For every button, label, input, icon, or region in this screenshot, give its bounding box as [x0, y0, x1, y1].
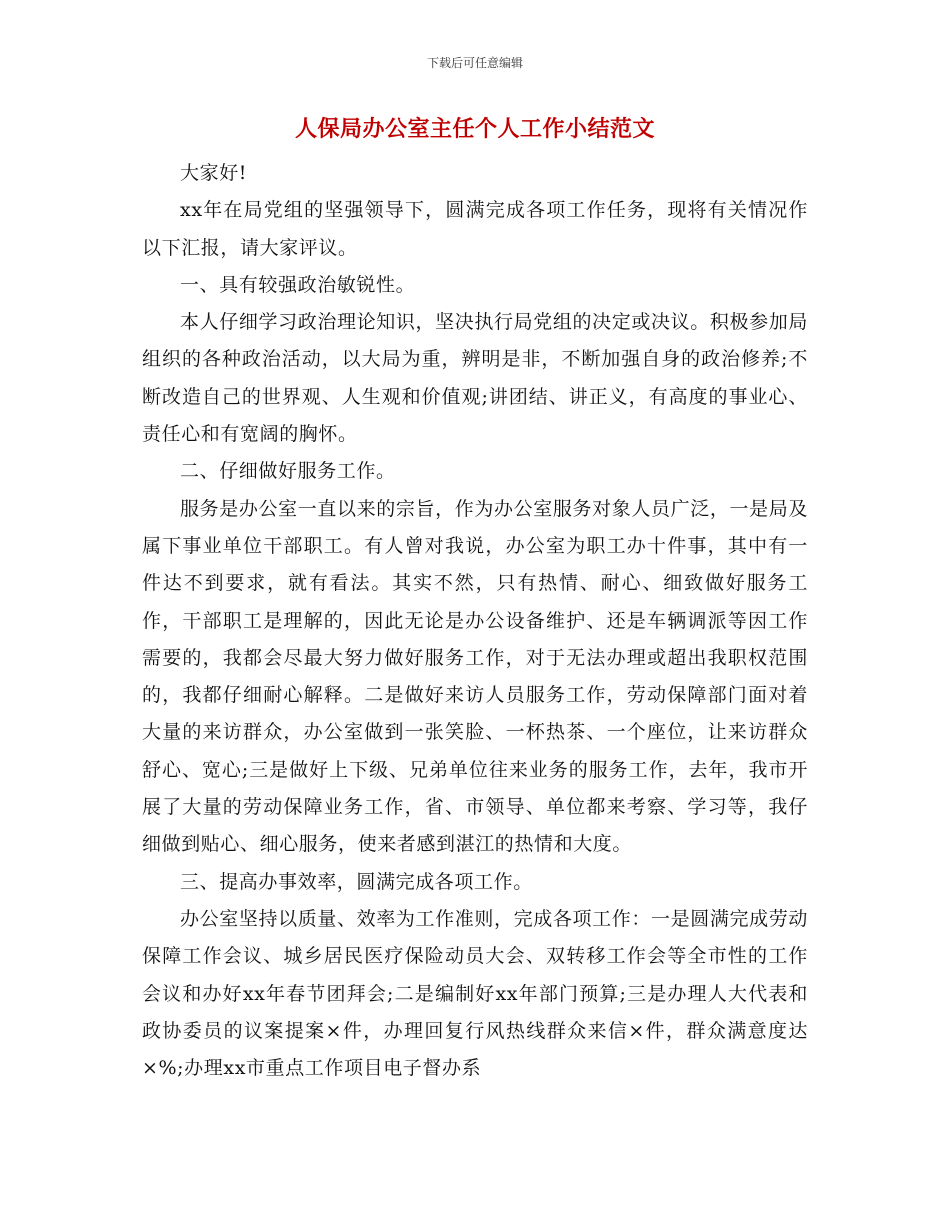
paragraph-greeting: 大家好!: [180, 162, 248, 184]
paragraph-efficiency: 办公室坚持以质量、效率为工作准则，完成各项工作：一是圆满完成劳动保障工作会议、城乡居民医疗保险动员大会、双转移工作会等全市性的工作会议和办好xx年春节团拜会;二是编制好xx年部门预算;三是办理人大代表和政协委员的议案提案×件，办理回复行风热线群众来信×件，群众满意度达×%;办理xx市重点工作项目电子督办系: [142, 907, 808, 1080]
paragraph-politics: 本人仔细学习政治理论知识，坚决执行局党组的决定或决议。积极参加局组织的各种政治活动，以大局为重，辨明是非，不断加强自身的政治修养;不断改造自己的世界观、人生观和价值观;讲团结、讲正义，有高度的事业心、责任心和有宽阔的胸怀。: [142, 311, 808, 446]
header-note: 下载后可任意编辑: [426, 56, 523, 70]
section-heading-2: 二、仔细做好服务工作。: [180, 460, 396, 483]
paragraph-intro: xx年在局党组的坚强领导下，圆满完成各项工作任务，现将有关情况作以下汇报，请大家评议。: [142, 199, 808, 259]
document-body: [142, 155, 808, 1087]
section-heading-3: 三、提高办事效率，圆满完成各项工作。: [180, 870, 533, 893]
document-title: 人保局办公室主任个人工作小结范文: [294, 116, 655, 142]
paragraph-service: 服务是办公室一直以来的宗旨，作为办公室服务对象人员广泛，一是局及属下事业单位干部职工。有人曾对我说，办公室为职工办十件事，其中有一件达不到要求，就有看法。其实不然，只有热情、耐心、细致做好服务工作，干部职工是理解的，因此无论是办公设备维护、还是车辆调派等因工作需要的，我都会尽最大努力做好服务工作，对于无法办理或超出我职权范围的，我都仔细耐心解释。二是做好来访人员服务工作，劳动保障部门面对着大量的来访群众，办公室做到一张笑脸、一杯热茶、一个座位，让来访群众舒心、宽心;三是做好上下级、兄弟单位往来业务的服务工作，去年，我市开展了大量的劳动保障业务工作，省、市领导、单位都来考察、学习等，我仔细做到贴心、细心服务，使来者感到湛江的热情和大度。: [142, 497, 808, 856]
section-heading-1: 一、具有较强政治敏锐性。: [180, 273, 416, 296]
